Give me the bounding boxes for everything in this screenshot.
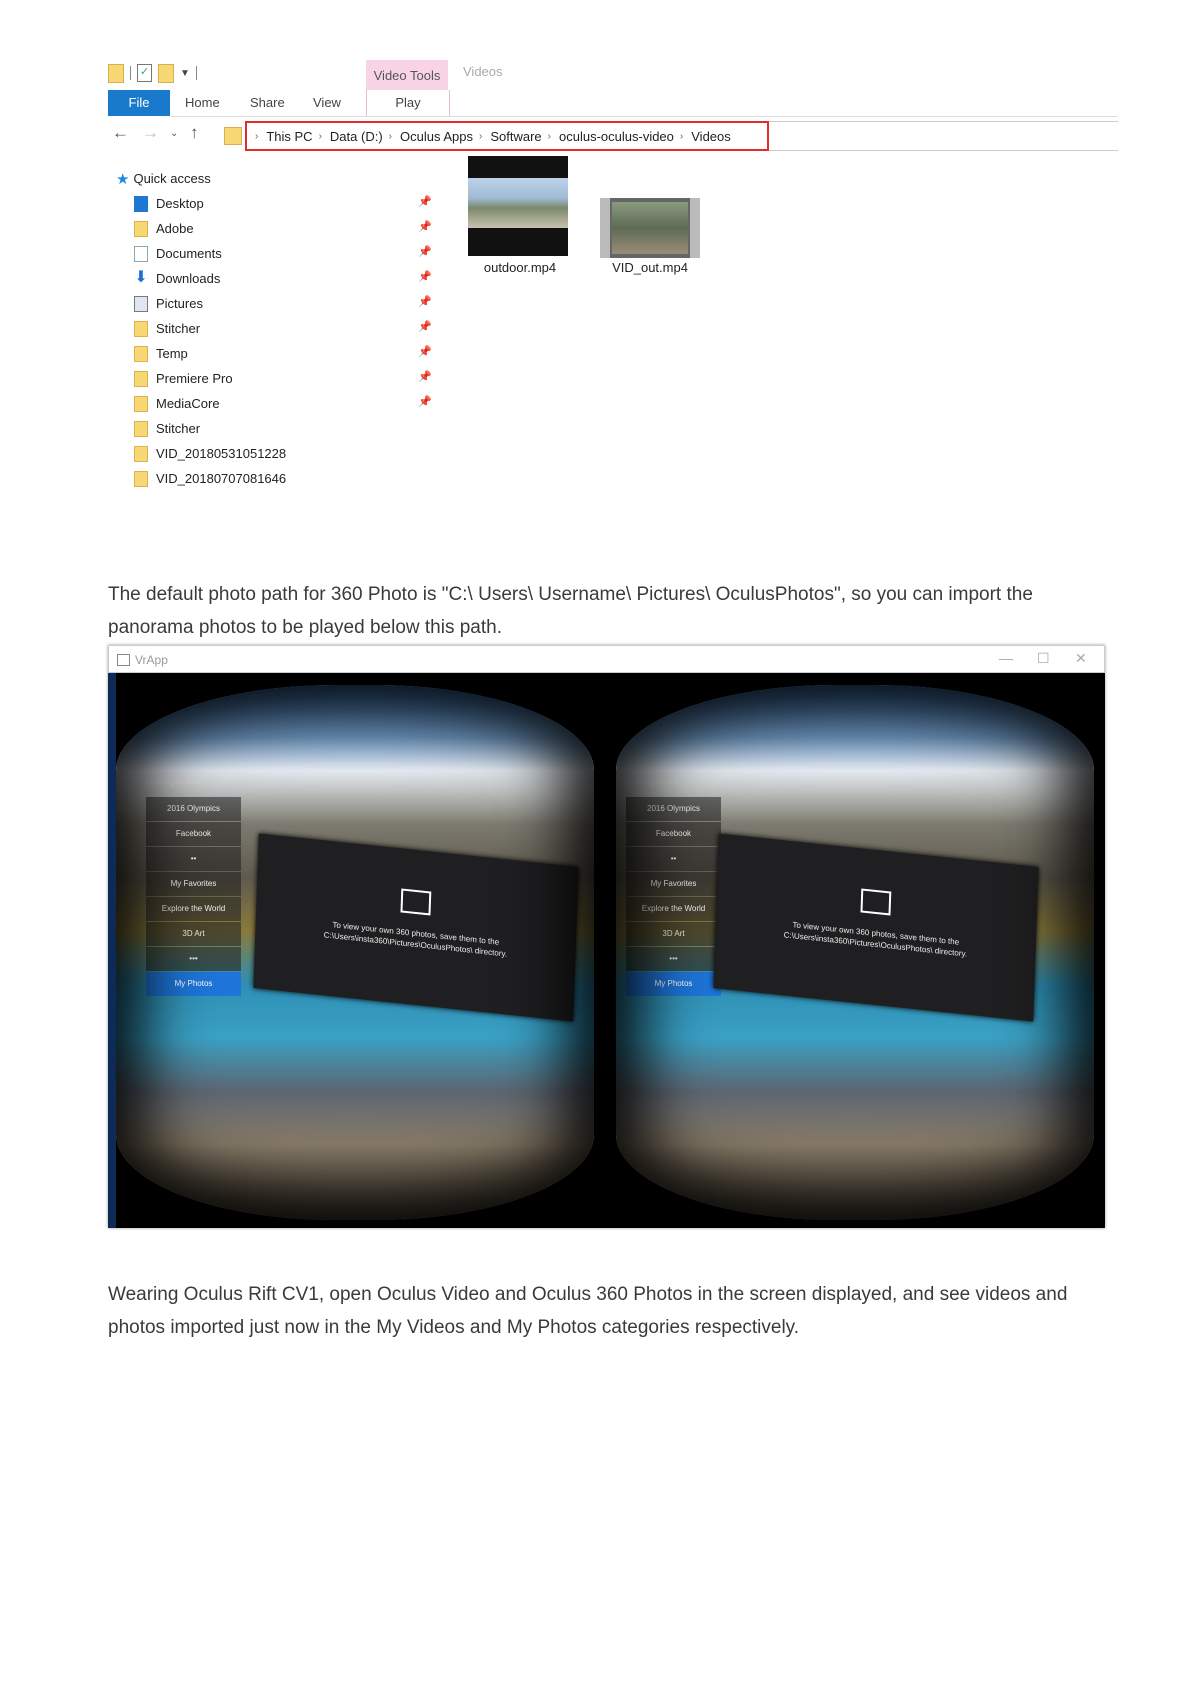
folder-icon: [134, 346, 148, 362]
minimize-icon[interactable]: —: [999, 650, 1013, 666]
pictures-icon: [134, 296, 148, 312]
quick-access-item[interactable]: [116, 166, 446, 191]
nav-item-label: Premiere Pro: [156, 371, 233, 386]
forward-arrow-icon[interactable]: →: [142, 123, 159, 142]
maximize-icon[interactable]: ☐: [1037, 650, 1050, 666]
category-3d-art[interactable]: 3D Art: [626, 922, 721, 946]
navigation-bar: [108, 119, 1118, 151]
document-icon: [134, 246, 148, 262]
left-eye-view: [116, 685, 594, 1220]
breadcrumb-software[interactable]: Software: [490, 128, 542, 144]
pin-icon[interactable]: 📌: [418, 221, 432, 233]
video-tools-context-tab: Video Tools: [366, 60, 448, 90]
nav-item-label: Stitcher: [156, 421, 201, 436]
folder-icon: [134, 396, 148, 412]
file-name: VID_out.mp4: [612, 260, 688, 275]
category-facebook[interactable]: Facebook: [146, 822, 241, 846]
ribbon-divider: [170, 116, 1118, 117]
category-more[interactable]: ••: [146, 847, 241, 871]
vrapp-title: VrApp: [135, 653, 168, 667]
video-thumbnail: [468, 156, 568, 256]
up-arrow-icon[interactable]: ↑: [190, 123, 199, 142]
nav-item-label: VID_20180707081646: [156, 471, 287, 486]
category-my-favorites[interactable]: My Favorites: [146, 872, 241, 896]
message-text: To view your own 360 photos, save them to the C:\Users\insta360\Pictures\OculusPhotos\ directory.: [783, 920, 968, 959]
chevron-right-icon: ›: [479, 130, 483, 142]
address-bar-extension: [769, 121, 1118, 151]
image-icon: [400, 888, 431, 915]
nav-item-stitcher-2[interactable]: [126, 416, 446, 441]
file-item-outdoor[interactable]: [468, 156, 572, 275]
category-explore-the-world[interactable]: Explore the World: [626, 897, 721, 921]
folder-icon: [134, 371, 148, 387]
nav-item-label: Pictures: [156, 296, 203, 311]
category-explore-the-world[interactable]: Explore the World: [146, 897, 241, 921]
pin-icon[interactable]: 📌: [418, 271, 432, 283]
navigation-pane: [116, 166, 446, 491]
video-thumbnail: [600, 198, 700, 258]
breadcrumb-oculus-video[interactable]: oculus-oculus-video: [559, 128, 674, 144]
nav-item-premiere-pro[interactable]: [126, 366, 446, 391]
recent-locations-chevron-icon[interactable]: ⌄: [170, 128, 179, 139]
category-facebook[interactable]: Facebook: [626, 822, 721, 846]
pin-icon[interactable]: 📌: [418, 346, 432, 358]
pin-icon[interactable]: 📌: [418, 196, 432, 208]
nav-item-stitcher[interactable]: [126, 316, 446, 341]
back-arrow-icon[interactable]: ←: [112, 123, 129, 142]
nav-item-documents[interactable]: [126, 241, 446, 266]
window-title: Videos: [463, 64, 503, 79]
paragraph-photo-path: The default photo path for 360 Photo is "C:\ Users\ Username\ Pictures\ OculusPhotos", so you can import the panorama photos to be played below this path.: [108, 584, 1033, 638]
categories-menu: [626, 775, 721, 997]
folder-icon: [134, 221, 148, 237]
message-panel: [253, 833, 578, 1021]
file-item-vid-out[interactable]: [594, 156, 706, 275]
category-olympics[interactable]: 2016 Olympics: [146, 797, 241, 821]
quick-access-label: Quick access: [133, 171, 211, 186]
ribbon-tabs: [108, 90, 1118, 116]
message-panel: [713, 833, 1038, 1021]
tab-view[interactable]: View: [313, 95, 341, 110]
nav-item-desktop[interactable]: [126, 191, 446, 216]
chevron-right-icon: ›: [255, 130, 259, 142]
folder-icon: [134, 421, 148, 437]
categories-heading: Categories: [626, 775, 680, 787]
nav-item-pictures[interactable]: [126, 291, 446, 316]
folder-icon: [134, 471, 148, 487]
pin-icon[interactable]: 📌: [418, 246, 432, 258]
breadcrumb-data-drive[interactable]: Data (D:): [329, 128, 383, 144]
nav-item-label: Temp: [156, 346, 188, 361]
breadcrumb-this-pc[interactable]: This PC: [266, 128, 313, 144]
category-3d-art[interactable]: 3D Art: [146, 922, 241, 946]
desktop-icon: [134, 196, 148, 212]
vrapp-titlebar: [108, 645, 1105, 673]
nav-item-label: Desktop: [156, 196, 204, 211]
paragraph-oculus-usage: Wearing Oculus Rift CV1, open Oculus Video and Oculus 360 Photos in the screen displayed, and see videos and photos imported just now in the My Videos and My Photos categories respectively.: [108, 1284, 1068, 1338]
chevron-right-icon: ›: [679, 130, 684, 142]
nav-item-vid-20180707081646[interactable]: [126, 466, 446, 491]
separator: [130, 66, 131, 80]
chevron-right-icon: ›: [547, 130, 551, 142]
nav-item-label: Documents: [156, 246, 222, 261]
category-my-photos[interactable]: My Photos: [146, 972, 241, 996]
category-my-photos[interactable]: My Photos: [626, 972, 721, 996]
new-folder-icon[interactable]: [158, 64, 174, 83]
background-window-strip: [108, 673, 116, 1228]
category-more-2[interactable]: •••: [146, 947, 241, 971]
nav-item-label: MediaCore: [156, 396, 220, 411]
category-more-2[interactable]: •••: [626, 947, 721, 971]
app-icon: [117, 654, 130, 666]
tab-share[interactable]: Share: [250, 95, 285, 110]
file-name: outdoor.mp4: [483, 260, 557, 275]
nav-item-temp[interactable]: [126, 341, 446, 366]
image-icon: [860, 888, 891, 915]
vrapp-screenshot: [108, 645, 1105, 1228]
nav-item-downloads[interactable]: [126, 266, 446, 291]
close-icon[interactable]: ✕: [1075, 650, 1087, 666]
pin-icon[interactable]: 📌: [418, 371, 432, 383]
pin-icon[interactable]: 📌: [418, 296, 432, 308]
categories-heading: Categories: [146, 775, 200, 787]
chevron-down-icon[interactable]: ▼: [180, 67, 190, 79]
category-olympics[interactable]: 2016 Olympics: [626, 797, 721, 821]
pin-icon[interactable]: 📌: [418, 321, 432, 333]
nav-item-vid-20180531051228[interactable]: [126, 441, 446, 466]
address-bar[interactable]: [245, 121, 769, 151]
chevron-right-icon: ›: [318, 130, 322, 142]
chevron-right-icon: ›: [388, 130, 392, 142]
properties-icon[interactable]: ✓: [137, 64, 152, 82]
breadcrumb-oculus-apps[interactable]: Oculus Apps: [400, 128, 473, 144]
separator: [196, 66, 197, 80]
quick-access-toolbar: [108, 62, 203, 84]
nav-item-label: Stitcher: [156, 321, 201, 336]
categories-menu: [146, 775, 241, 997]
pin-icon[interactable]: 📌: [418, 396, 432, 408]
folder-icon: [134, 446, 148, 462]
right-eye-view: [616, 685, 1094, 1220]
download-icon: ⬇: [134, 268, 148, 286]
message-text: To view your own 360 photos, save them to the C:\Users\insta360\Pictures\OculusPhotos\ directory.: [323, 920, 508, 959]
star-icon: ★: [116, 170, 130, 188]
folder-icon: [224, 127, 242, 145]
nav-item-adobe[interactable]: [126, 216, 446, 241]
nav-item-label: Adobe: [156, 221, 194, 236]
tab-file[interactable]: File: [108, 90, 170, 116]
category-my-favorites[interactable]: My Favorites: [626, 872, 721, 896]
category-more[interactable]: ••: [626, 847, 721, 871]
folder-icon[interactable]: [108, 64, 124, 83]
nav-item-label: Downloads: [156, 271, 221, 286]
folder-icon: [134, 321, 148, 337]
tab-home[interactable]: Home: [185, 95, 220, 110]
nav-item-mediacore[interactable]: [126, 391, 446, 416]
file-explorer-screenshot: [108, 50, 1118, 540]
breadcrumb-videos[interactable]: Videos: [691, 128, 731, 144]
tab-play[interactable]: Play: [366, 90, 450, 116]
nav-item-label: VID_20180531051228: [156, 446, 287, 461]
